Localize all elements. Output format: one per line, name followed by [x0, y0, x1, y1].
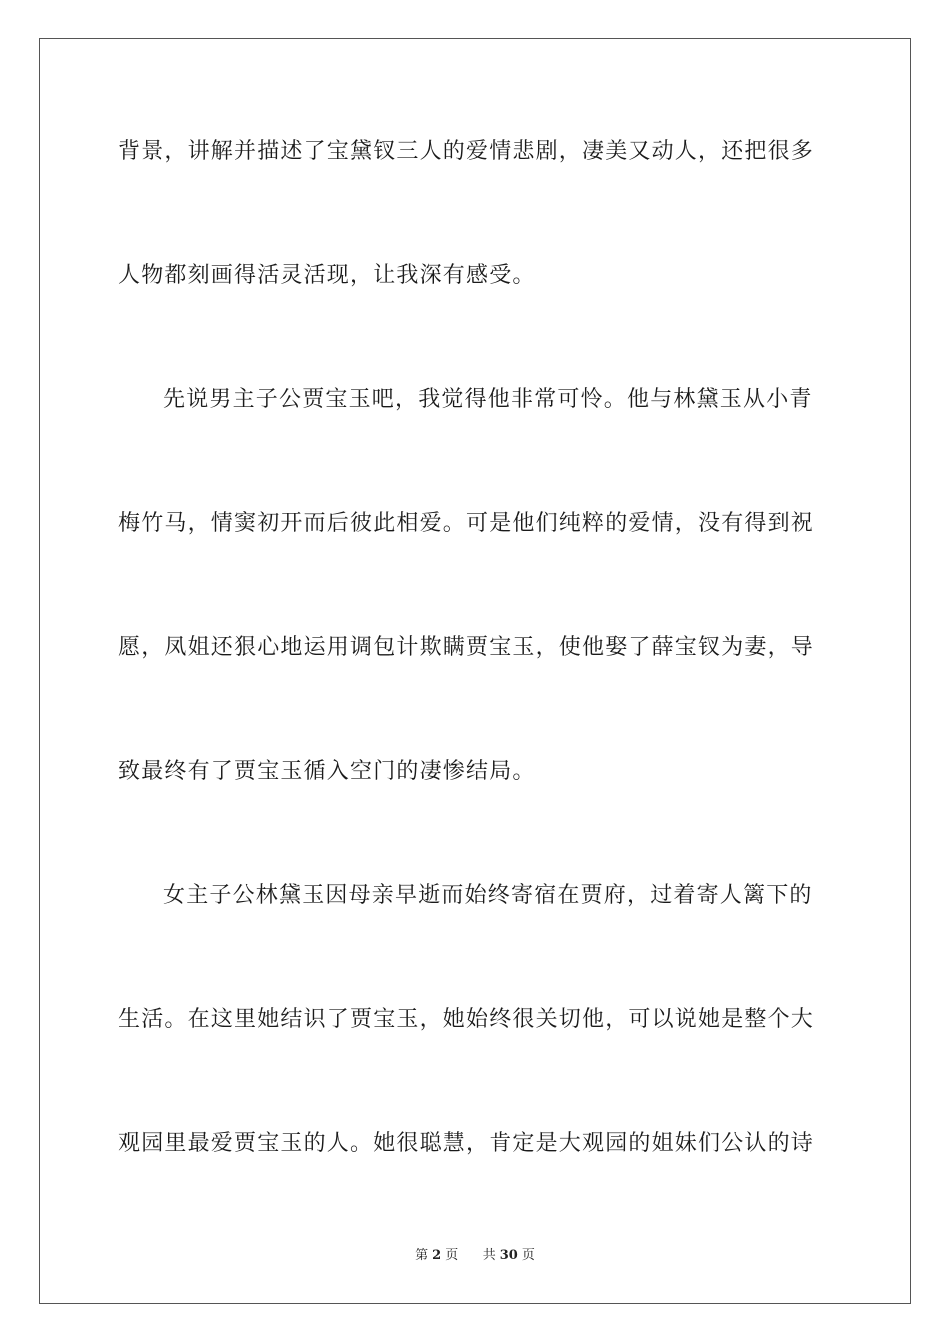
text-line-9: 观园里最爱贾宝玉的人。她很聪慧，肯定是大观园的姐妹们公认的诗	[118, 1131, 815, 1156]
text-line-5: 愿，凤姐还狠心地运用调包计欺瞒贾宝玉，使他娶了薛宝钗为妻，导	[118, 635, 815, 660]
total-suffix: 页	[521, 1248, 535, 1263]
page-indicator	[413, 1248, 460, 1263]
page-number: 2	[432, 1248, 442, 1263]
text-line-6: 致最终有了贾宝玉循入空门的凄惨结局。	[118, 759, 536, 784]
total-prefix: 共	[482, 1248, 496, 1263]
text-line-7: 女主子公林黛玉因母亲早逝而始终寄宿在贾府，过着寄人篱下的	[163, 883, 813, 908]
text-line-4: 梅竹马，情窦初开而后彼此相爱。可是他们纯粹的爱情，没有得到祝	[118, 511, 815, 536]
text-line-8: 生活。在这里她结识了贾宝玉，她始终很关切他，可以说她是整个大	[118, 1007, 815, 1032]
page-border	[39, 38, 911, 1304]
total-indicator	[481, 1248, 537, 1263]
text-line-3: 先说男主子公贾宝玉吧，我觉得他非常可怜。他与林黛玉从小青	[163, 387, 813, 412]
page-prefix: 第	[415, 1248, 429, 1263]
page-footer	[0, 1247, 950, 1265]
page-suffix: 页	[445, 1248, 459, 1263]
text-line-2: 人物都刻画得活灵活现，让我深有感受。	[118, 263, 536, 288]
text-line-1: 背景，讲解并描述了宝黛钗三人的爱情悲剧，凄美又动人，还把很多	[118, 139, 815, 164]
total-pages: 30	[499, 1248, 518, 1263]
